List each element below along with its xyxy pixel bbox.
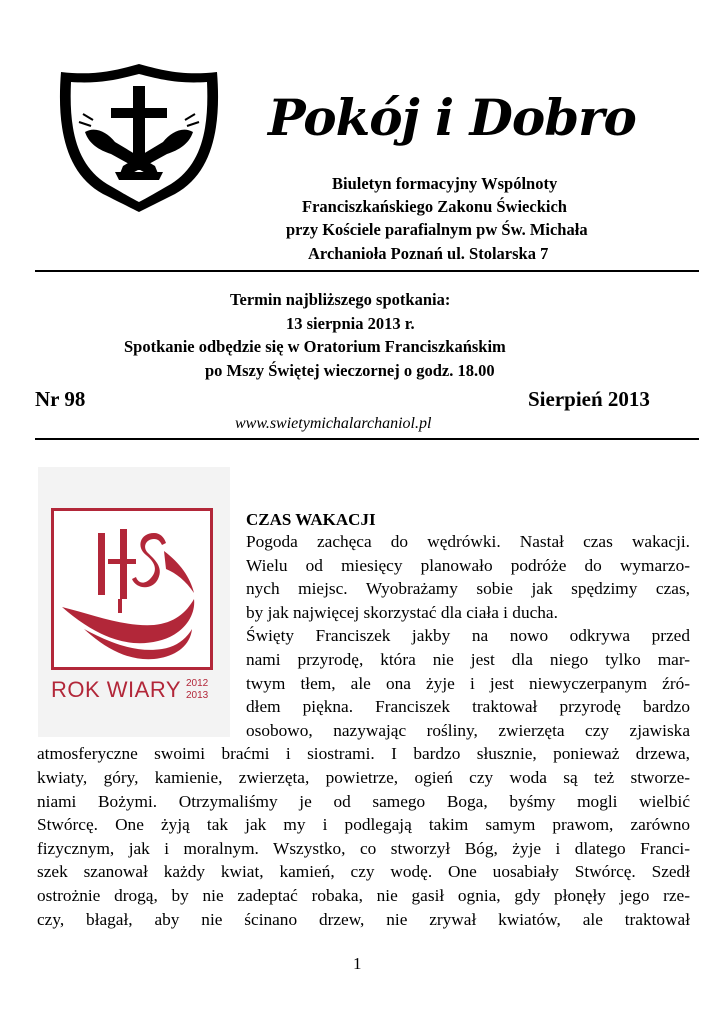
- subtitle-line: Franciszkańskiego Zakonu Świeckich: [302, 197, 567, 216]
- article-line: Stwórcę. One żyją tak jak my i podlegają takim samym prawom, zarówno: [37, 815, 690, 835]
- header-divider: [35, 270, 699, 272]
- article-line: kwiaty, góry, kamienie, zwierzęta, powietrze, ogień czy woda są też stworze-: [37, 768, 690, 787]
- subtitle-line: Biuletyn formacyjny Wspólnoty: [332, 174, 558, 193]
- article-line: szek szanował każdy kwiat, kamień, czy wodę. One uosabiały Stwórcę. Szedł: [37, 862, 690, 882]
- logo-years: 2012 2013: [186, 678, 209, 701]
- meeting-line: Spotkanie odbędzie się w Oratorium Franciszkańskim: [124, 337, 506, 356]
- article-line: twym tłem, ale ona żyje i jest niewyczerpanym źró-: [246, 673, 690, 693]
- article-line: nych miejsc. Wyobrażamy sobie jak spędzimy czas,: [246, 579, 690, 599]
- issue-date: Sierpień 2013: [528, 387, 650, 411]
- issue-number: Nr 98: [35, 387, 86, 411]
- website-link[interactable]: www.swietymichalarchaniol.pl: [235, 415, 432, 432]
- meeting-line: 13 sierpnia 2013 r.: [286, 314, 415, 333]
- cross-and-crossed-arms-crest-icon: [55, 62, 223, 214]
- article-line: ostrożnie drogą, by nie zadeptać robaka, nie gasił ognia, gdy płonęły jego rze-: [37, 886, 690, 905]
- header-divider: [35, 438, 699, 440]
- article-line: czy, błagał, aby nie ścinano drzew, nie zrywał kwiatów, ale traktował: [37, 909, 690, 929]
- subtitle-line: przy Kościele parafialnym pw Św. Michała: [286, 220, 588, 239]
- subtitle-line: Archanioła Poznań ul. Stolarska 7: [308, 244, 549, 263]
- crest-logo: [55, 62, 223, 214]
- article-line: Pogoda zachęca do wędrówki. Nastał czas wakacji.: [246, 532, 690, 551]
- article-line: fizycznym, jak i moralnym. Wszystko, co stworzył Bóg, żyje i dlatego Franci-: [37, 838, 690, 858]
- ihs-boat-logo-icon: [54, 511, 210, 667]
- article-line: Święty Franciszek jakby na nowo odkrywa przed: [246, 626, 690, 646]
- rok-wiary-logo: [38, 467, 230, 737]
- logo-text: ROK WIARY: [51, 677, 182, 702]
- article-line: osobowo, nazywając rośliny, zwierzęta czy zjawiska: [246, 720, 690, 740]
- article-line: nami przyrodę, która nie jest dla niego tylko mar-: [246, 650, 690, 669]
- masthead-title: Pokój i Dobro: [268, 88, 636, 147]
- article-line: dłem piękna. Franciszek traktował przyrodę bardzo: [246, 697, 690, 717]
- article-line: Wielu od miesięcy planowało podróże do wymarzo-: [246, 555, 690, 575]
- article-line: atmosferyczne swoimi braćmi i siostrami. I bardzo słusznie, ponieważ drzewa,: [37, 744, 690, 764]
- logo-frame: [51, 508, 213, 670]
- article-line: by jak najwięcej skorzystać dla ciała i ducha.: [246, 602, 558, 622]
- page-number: 1: [353, 954, 362, 973]
- article-title: CZAS WAKACJI: [246, 510, 376, 529]
- article-line: niami Bożymi. Otrzymaliśmy je od samego Boga, byśmy mogli wielbić: [37, 791, 690, 811]
- meeting-line: Termin najbliższego spotkania:: [230, 290, 451, 309]
- meeting-line: po Mszy Świętej wieczornej o godz. 18.00: [205, 361, 495, 380]
